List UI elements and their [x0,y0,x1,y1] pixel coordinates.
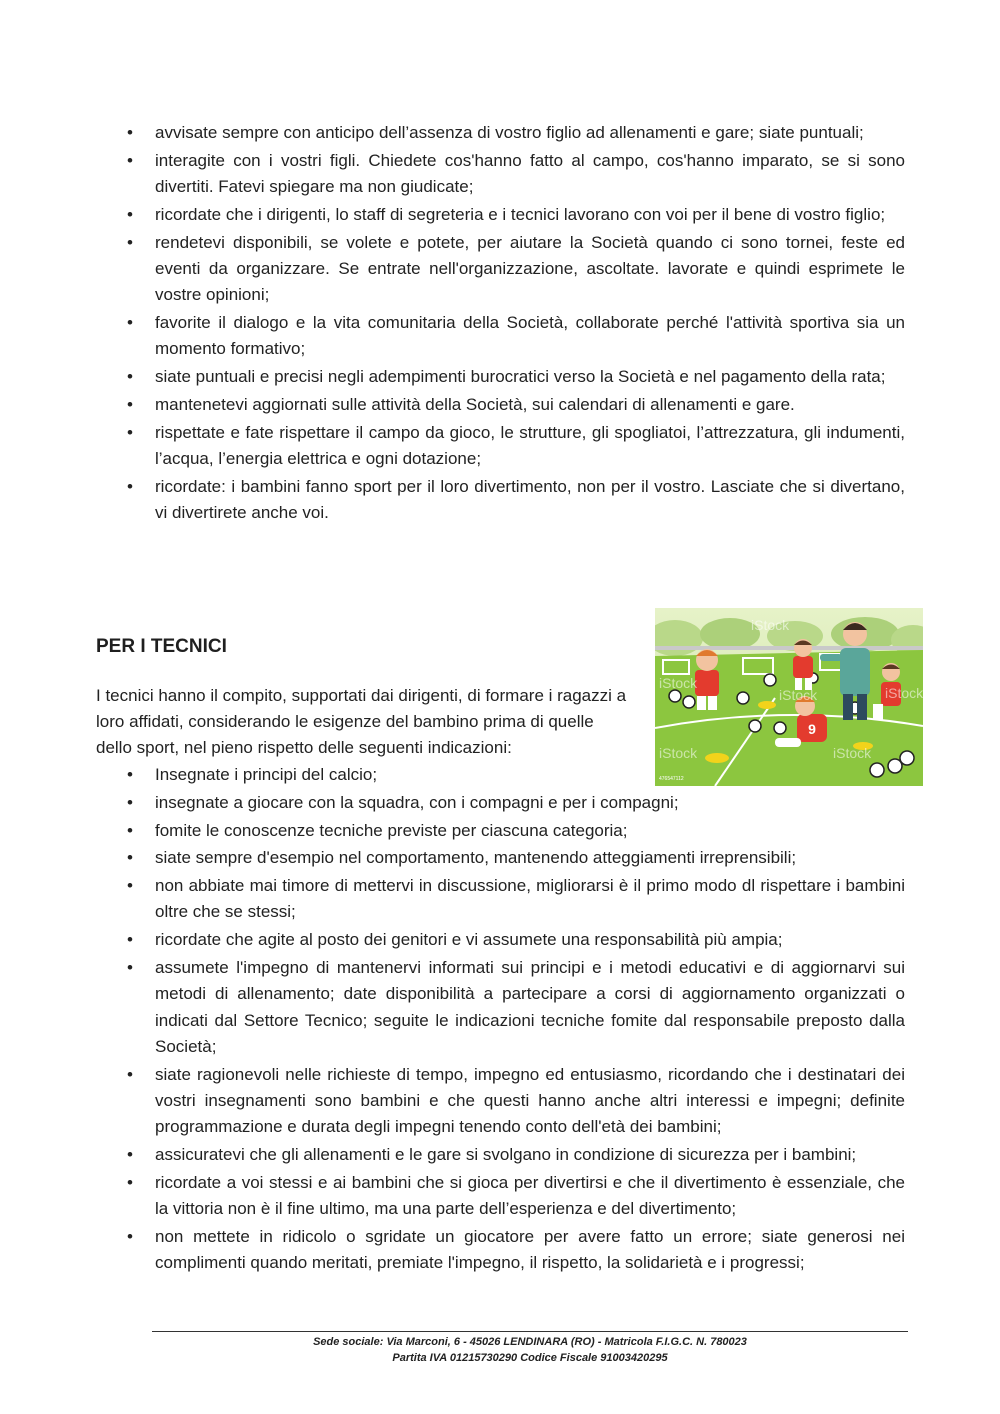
bullet-icon: • [127,1227,133,1247]
list-item-text: ricordate che i dirigenti, lo staff di segreteria e i tecnici lavorano con voi per il bene di vostro figlio; [155,204,886,224]
list-item [127,364,905,390]
list-item-text: Insegnate i principi del calcio; [155,765,378,784]
list-item [127,420,905,473]
list-item-text: ricordate a voi stessi e ai bambini che si gioca per divertirsi e che il divertimento è essenziale, che la vittoria non è il fine ultimo, ma una parte dell’esperienza e del divertimento; [155,1172,905,1219]
page-footer [152,1334,908,1366]
bullet-icon: • [127,958,133,978]
list-item-text: non abbiate mai timore di mettervi in discussione, migliorarsi è il primo modo dl rispettare i bambini oltre che se stessi; [155,876,905,922]
footer-tax-info: Partita IVA 01215730290 Codice Fiscale 91003420295 [392,1352,668,1364]
bullet-icon: • [127,150,133,170]
svg-text:iStock: iStock [751,617,790,633]
bullet-icon: • [127,204,133,224]
bullet-icon: • [127,792,133,812]
footer-divider [152,1331,908,1332]
list-item-text: insegnate a giocare con la squadra, con i compagni e per i compagni; [155,792,679,812]
list-item [127,1142,905,1168]
list-item [127,474,905,527]
list-item [127,790,905,816]
stock-image-id: 476547112 [659,776,684,782]
list-item-text: siate sempre d'esempio nel comportamento, mantenendo atteggiamenti irreprensibili; [155,848,797,868]
list-item-text: mantenetevi aggiornati sulle attività della Società, sui calendari di allenamenti e gare. [155,394,795,414]
section-intro: I tecnici hanno il compito, supportati dai dirigenti, di formare i ragazzi a loro affidati, considerando le esigenze del bambino prima di quelle dello sport, nel pieno rispetto delle seguenti indicazioni: [96,686,627,757]
list-item [127,1224,905,1277]
svg-text:iStock: iStock [659,675,698,691]
bullet-icon: • [127,394,133,414]
list-item [127,230,905,309]
bullet-icon: • [127,367,133,387]
section-title: PER I TECNICI [96,636,227,657]
list-item [127,392,905,418]
list-item [127,927,905,953]
svg-text:iStock: iStock [779,687,818,703]
list-item [127,310,905,363]
fence [655,646,923,650]
list-item-text: rendetevi disponibili, se volete e potete, per aiutare la Società quando ci sono tornei, feste ed eventi da organizzare. Se entrate nell'organizzazione, ascoltate. lavorate e quindi esprimete le vostre opinioni; [155,232,905,305]
svg-text:iStock: iStock [885,685,923,701]
list-item-text: ricordate che agite al posto dei genitori e vi assumete una responsabilità più ampia; [155,930,783,950]
list-item [127,845,905,871]
bullet-icon: • [127,476,133,496]
list-item [127,120,905,146]
bullet-icon: • [127,930,133,950]
list-item-text: favorite il dialogo e la vita comunitaria della Società, collaborate perché l'attività sportiva sia un momento formativo; [155,313,905,359]
list-item-text: interagite con i vostri figli. Chiedete cos'hanno fatto al campo, cos'hanno imparato, se si sono divertiti. Fatevi spiegare ma non giudicate; [155,150,905,197]
bullet-icon: • [127,1064,133,1084]
list-item [127,762,905,788]
bullet-icon: • [127,313,133,333]
bullet-icon: • [127,1145,133,1165]
list-item [127,955,905,1060]
bullet-icon: • [127,876,133,896]
list-item-text: ricordate: i bambini fanno sport per il loro divertimento, non per il vostro. Lasciate che si divertano, vi divertirete anche voi. [155,476,905,523]
svg-text:iStock: iStock [833,745,872,761]
list-item [127,148,905,201]
svg-text:9: 9 [808,721,816,737]
bullet-icon: • [127,1172,133,1192]
svg-text:iStock: iStock [659,745,698,761]
list-item [127,818,905,844]
list-item-text: rispettate e fate rispettare il campo da gioco, le strutture, gli spogliatoi, l’attrezzatura, gli indumenti, l’acqua, l’energia elettrica e ogni dotazione; [155,422,905,469]
footer-address: Sede sociale: Via Marconi, 6 - 45026 LENDINARA (RO) - Matricola F.I.G.C. N. 780023 [313,1336,747,1348]
bullet-icon: • [127,232,133,252]
parents-guidelines-list [127,120,905,528]
list-item-text: assumete l'impegno di mantenervi informati sui principi e i metodi educativi e di aggiornarvi sui metodi di allenamento; date disponibilità a partecipare a corsi di aggiornamento organizzati o indicati dal Settore Tecnico; seguite le indicazioni tecniche fomite dal responsabile preposto dalla Società; [155,958,905,1056]
bullet-icon: • [127,820,133,840]
list-item [127,1170,905,1223]
list-item-text: siate puntuali e precisi negli adempimenti burocratici verso la Società e nel pagamento della rata; [155,367,886,387]
list-item-text: fomite le conoscenze tecniche previste per ciascuna categoria; [155,820,628,840]
list-item [127,202,905,228]
list-item-text: assicuratevi che gli allenamenti e le gare si svolgano in condizione di sicurezza per i bambini; [155,1145,857,1165]
kids-football-training-illustration [655,608,923,786]
coaches-guidelines-list [127,762,905,1278]
bullet-icon: • [127,123,133,142]
list-item [127,873,905,926]
list-item-text: avvisate sempre con anticipo dell’assenza di vostro figlio ad allenamenti e gare; siate puntuali; [155,123,864,142]
list-item [127,1062,905,1141]
bullet-icon: • [127,422,133,442]
list-item-text: siate ragionevoli nelle richieste di tempo, impegno ed entusiasmo, ricordando che i destinatari dei vostri insegnamenti sono bambini e che questi hanno anche altri interessi e impegni; definite programmazione e durata degli impegni tenendo conto dell'età dei bambini; [155,1064,905,1137]
bullet-icon: • [127,765,133,784]
list-item-text: non mettete in ridicolo o sgridate un giocatore per avere fatto un errore; siate generosi nei complimenti quando meritati, premiate l'impegno, il rispetto, la solidarietà e i progressi; [155,1227,905,1273]
bullet-icon: • [127,848,133,868]
